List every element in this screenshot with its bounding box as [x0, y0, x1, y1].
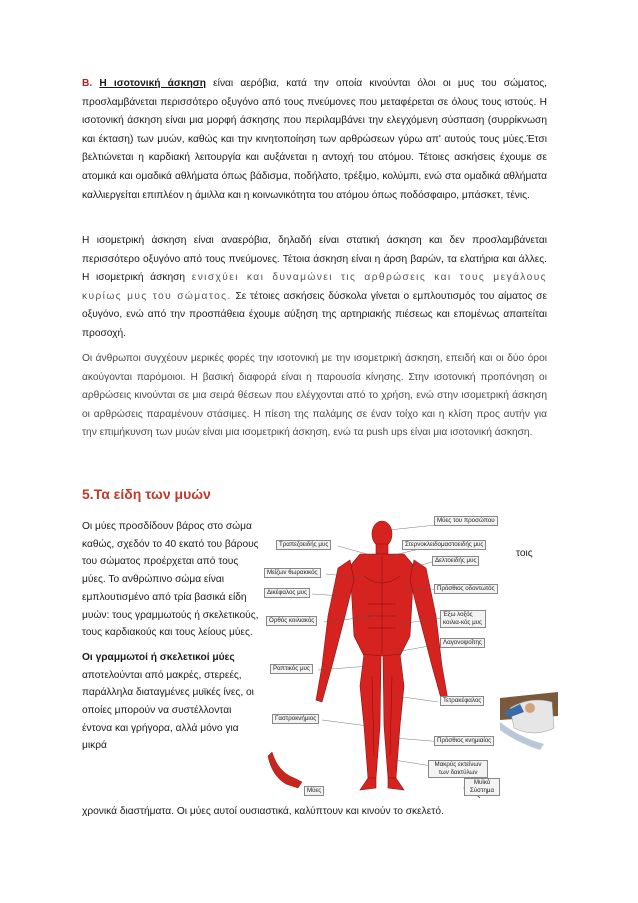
label-external-oblique: Έξω λοξός κοιλια-κός μυς [440, 610, 486, 628]
section-label: B. [82, 78, 93, 89]
skeletal-paragraph [82, 649, 262, 755]
section-heading: 5.Τα είδη των μυών [82, 486, 211, 502]
skeletal-title: Οι γραμμωτοί ή σκελετικοί μύες [82, 651, 235, 663]
label-biceps: Δικέφαλος μυς [264, 588, 310, 598]
label-sartorius: Ραπτικός μυς [270, 664, 313, 674]
skeletal-text: αποτελούνται από μακρές, στερεές, παράλληλα διαταγμένες μυϊκές ίνες, οι οποίες μπορούν να συστέλλονται έντονα και γρήγορα, αλλά μόνο για μικρά [82, 669, 254, 752]
isometric-text-spaced: ενισχύει και δυναμώνει τις αρθρώσεις και τους μεγάλους κυρίως μυς του σώματος. [82, 272, 547, 302]
muscular-system-figure [264, 516, 500, 804]
muscles-intro: Οι μύες προσδίδουν βάρος στο σώμα καθώς, σχεδόν το 40 εκατό του βάρους του σώματος προέρχεται από τους μύες. Το ανθρώπινο σώμα είναι εμπλουτισμένο από τρία βασικά είδη μυών: τους γραμμωτούς ή σκελετικούς, τους καρδιακούς και τους λείους μύες. [82, 521, 259, 639]
athlete-photo [500, 668, 558, 754]
label-deltoid: Δελτοειδής μυς [432, 556, 479, 566]
label-quadriceps: Τετρακέφαλος [440, 696, 484, 706]
label-iliopsoas: Λαγονοψοΐτης [440, 638, 485, 648]
label-serratus: Πρόσθιος οδοντωτός [434, 584, 498, 594]
label-pectoralis: Μείζων θωρακικός [264, 568, 321, 578]
isometric-text-b: Σε τέτοιες ασκήσεις δύσκολα γίνεται ο εμπλουτισμός του αίματος σε οξυγόνο, ενώ από την προσπάθεια έχουμε αύξηση της αρτηριακής πιέσεως και επομένως απαιτείται προσοχή. [82, 290, 547, 339]
label-muscular-system: Μυϊκό Σύστημα [464, 778, 500, 796]
muscles-text-column [82, 518, 262, 762]
paragraph-isotonic [82, 75, 547, 205]
tail-text: χρονικά διαστήματα. Οι μύες αυτοί ουσιαστικά, καλύπτουν και κινούν το σκελετό. [82, 806, 444, 817]
isotonic-text: είναι αερόβια, κατά την οποία κινούνται όλοι οι μυς του σώματος, προσλαμβάνεται περισσότερο οξυγόνο από τους πνεύμονες που μεταφέρεται σε όλους τους ιστούς. Η ισοτονική άσκηση είναι μια μορφή άσκησης που περιλαμβάνει την ελεγχόμενη σύσπαση (συρρίκνωση και έκταση) των μυών, καθώς και την κινητοποίηση των αρθρώσεων γύρω απ' αυτούς τους μύες.Έτσι βελτιώνεται η καρδιακή λειτουργία και αυξάνεται η αντοχή του ατόμου. Τέτοιες ασκήσεις έχουμε σε ατομικά και ομαδικά αθλήματα όπως βάδισμα, ποδήλατο, τρέξιμο, κολύμπι, ενώ στα ομαδικά αθλήματα καλλιεργείται επιπλέον η άμιλλα και η κοινωνικότητα του ατόμου όπως ποδόσφαιρο, μπάσκετ, τένις. [82, 78, 547, 201]
paragraph-confusion: Οι άνθρωποι συγχέουν μερικές φορές την ισοτονική με την ισομετρική άσκηση, επειδή και οι δύο όροι ακούγονται παρόμοιοι. Η βασική διαφορά είναι η παρουσία κίνησης. Στην ισοτονική προπόνηση οι αρθρώσεις κινούνται σε μια σειρά θέσεων που ελέγχονται από το χρήση, ενώ στην ισομετρική άσκηση οι αρθρώσεις παραμένουν στάσιμες. Η πίεση της παλάμης σε έναν τοίχο και η κλίση προς αυτήν για την επιμήκυνση των μυών είναι μια ισομετρική άσκηση, ενώ τα push ups είναι μια ισοτονική άσκηση. [82, 353, 547, 439]
isotonic-title: Η ισοτονική άσκηση [99, 78, 206, 89]
label-muscles: Μύες [304, 786, 324, 796]
small-arm-sketch [268, 752, 302, 788]
label-rectus-abdominis: Ορθός κοιλιακός [266, 616, 317, 626]
paragraph-isometric [82, 232, 547, 344]
label-sternocleidomastoid: Στερνοκλειδομαστοειδής μυς [402, 540, 486, 550]
label-gastrocnemius: Γαστροκνήμιος [272, 714, 319, 724]
label-tibialis: Πρόσθιος κνημιαίος [434, 736, 494, 746]
label-facial-muscles: Μύες του προσώπου [434, 516, 498, 526]
isometric-text-a: Η ισομετρική άσκηση είναι αναερόβια, δηλαδή είναι στατική άσκηση και δεν προσλαμβάνεται περισσότερο οξυγόνο από τους πνεύμονες. Τέτοια άσκηση είναι η άρση βαρών, τα ελατήρια και άλλες. Η ισομετρική άσκηση [82, 235, 547, 284]
label-trapezius: Τραπεζοειδής μυς [276, 540, 331, 550]
overflow-word: τοις [516, 548, 533, 559]
label-extensor-digitorum: Μακρύς εκτείνων των δακτύλων [428, 760, 488, 778]
